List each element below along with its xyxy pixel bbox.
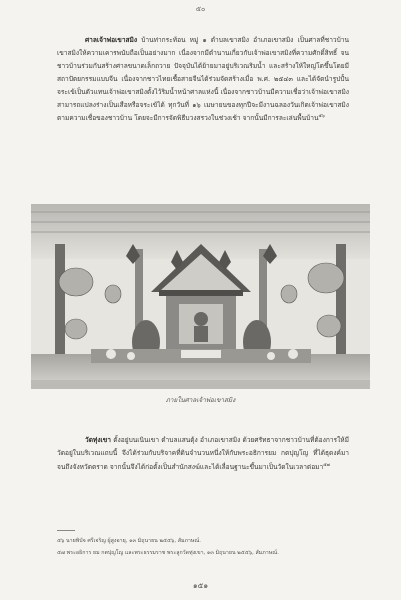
footnote: ๕๗ พระอธิการ ยม กตปุญโญ และพระธรรมราช พระลูกวัดทุ่งเขา, ๑๓ มิถุนายน ๒๕๕๖, สัมภาษณ์. xyxy=(57,550,279,556)
footnote-ref: ๕๗ xyxy=(323,462,331,468)
footnote: ๕๖ นายพิบัจ ศรีเจริญ ผู้สูงอายุ, ๑๓ มิถุนายน ๒๕๕๖, สัมภาษณ์. xyxy=(57,538,201,544)
footnote-divider xyxy=(57,530,75,531)
photo-caption: ภายในศาลเจ้าพ่อเขาสมิง xyxy=(165,396,236,404)
paragraph-body: ตั้งอยู่บนเนินเขา ตำบลแสนตุ้ง อำเภอเขาสมิง ด้วยศรัทธาจากชาวบ้านที่ต้องการให้มีวัดอยู่ในบริเวณแถบนี้ จึงได้ร่วมกับบริจาคที่ดินจำนวนหนึ่งให้กับพระอธิการยม กตปุญโญ ที่ได้ธุดงค์มาจนถึงจังหวัดตราด จากนั้นจึงได้ก่อตั้งเป็นสำนักสงฆ์และได้เลื่อนฐานะขึ้นมาเป็นวัดในเวลาต่อมา xyxy=(57,436,349,471)
paragraph-lead-term: ศาลเจ้าพ่อเขาสมิง xyxy=(85,36,138,44)
paragraph-body: บ้านท่ากระท้อน หมู่ ๑ ตำบลเขาสมิง อำเภอเขาสมิง เป็นศาลที่ชาวบ้านเขาสมิงให้ความเคารพนับถือเป็นอย่างมาก เนื่องจากมีตำนานเกี่ยวกับเจ้าพ่อเขาสมิงที่ความศักดิ์สิทธิ์ จนชาวบ้านร่วมกันสร้างศาลขนาดเล็กถวาย ปัจจุบันได้ย้ายมาอยู่บริเวณริมน้ำ และสร้างให้ใหญ่โตขึ้นโดยมีสถาปัตยกรรมแบบจีน เนื่องจากชาวไทยเชื้อสายจีนได้ร่วมจัดสร้างเมื่อ พ.ศ. ๒๕๔๓ และได้จัดนำรูปปั้นจระเข้เป็นตัวแทนเจ้าพ่อเขาสมิงตั้งไว้ริมน้ำหน้าศาลแห่งนี้ เนื่องจากชาวบ้านมีความเชื่อว่าเจ้าพ่อเขาสมิงสามารถแปลงร่างเป็นเสือหรือจระเข้ได้ ทุกวันที่ ๑๖ เมษายนของทุกปีจะมีงานฉลองวันเกิดเจ้าพ่อเขาสมิง ตามความเชื่อของชาวบ้าน โดยจะมีการจัดพิธีบวงสรวงในช่วงเช้า จากนั้นมีการละเล่นพื้นบ้าน xyxy=(57,36,350,123)
paragraph-temple xyxy=(57,434,349,474)
paragraph-lead-term: วัดทุ่งเขา xyxy=(85,436,112,444)
paragraph-shrine xyxy=(57,34,349,126)
footnote-ref: ๕๖ xyxy=(318,114,325,120)
shrine-photo xyxy=(31,204,370,389)
page-number-bottom: ๑๕๑ xyxy=(192,581,209,590)
page-number-top: ๕๐ xyxy=(195,5,206,13)
